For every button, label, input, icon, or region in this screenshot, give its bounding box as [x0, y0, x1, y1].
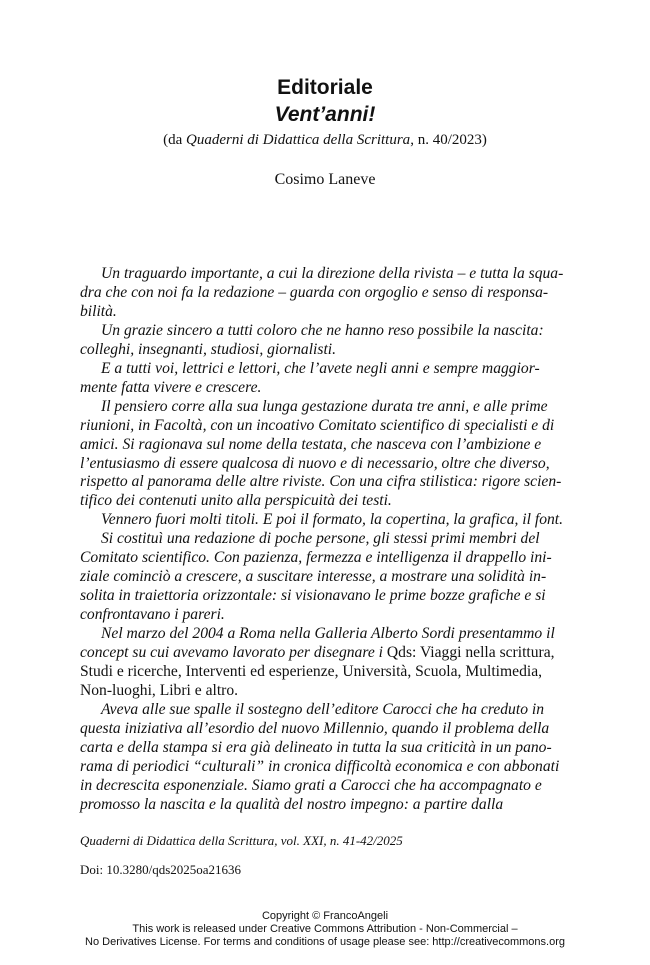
source-journal: Quaderni di Didattica della Scrittura [186, 132, 411, 148]
text-line: Aveva alle sue spalle il sostegno dell’editore Carocci che ha creduto in [101, 700, 545, 718]
article-title: Vent’anni! [274, 103, 376, 126]
article-body [80, 265, 573, 815]
text-line: carta e della stampa si era già delineato in tutta la sua criticità in un pano- [80, 738, 552, 756]
text-line: questa iniziativa all’esordio del nuovo Millennio, quando il problema della [80, 719, 550, 737]
source-suffix: , n. 40/2023) [410, 132, 487, 148]
license-line: This work is released under Creative Commons Attribution - Non-Commercial – [132, 923, 518, 935]
text-line: Non-luoghi, Libri e altro. [80, 681, 239, 699]
text-line [80, 644, 573, 663]
text-line: rama di periodici “culturali” in cronica difficoltà economica e con abbonati [80, 757, 560, 775]
text-line: colleghi, insegnanti, studiosi, giornalisti. [80, 340, 337, 358]
text-line-italic-part: concept su cui avevamo lavorato per disegnare i [80, 644, 387, 662]
text-line: riunioni, in Facoltà, con un incoativo Comitato scientifico di specialisti e di [80, 416, 555, 434]
text-line: Vennero fuori molti titoli. E poi il formato, la copertina, la grafica, il font. [101, 511, 564, 529]
license-terms-line: No Derivatives License. For terms and conditions of usage please see: http://creativecommons.org [85, 936, 565, 948]
text-line: l’entusiasmo di essere qualcosa di nuovo e di necessario, oltre che diverso, [80, 454, 550, 472]
copyright-line: Copyright © FrancoAngeli [261, 910, 389, 922]
text-line: Comitato scientifico. Con pazienza, fermezza e intelligenza il drappello ini- [80, 549, 552, 567]
text-line: Nel marzo del 2004 a Roma nella Galleria Alberto Sordi presentammo il [101, 625, 555, 643]
text-line: amici. Si ragionava sul nome della testata, che nasceva con l’ambizione e [80, 435, 542, 453]
doi-line: Doi: 10.3280/qds2025oa21636 [80, 862, 242, 877]
text-line: ziale cominciò a crescere, a suscitare interesse, a mostrare una solidità in- [80, 568, 547, 586]
text-line: confrontavano i pareri. [80, 606, 225, 624]
text-line: bilità. [80, 302, 117, 320]
text-line: rispetto al panorama delle altre riviste. Con una cifra stilistica: rigore scien- [80, 473, 562, 491]
text-line: Il pensiero corre alla sua lunga gestazione durata tre anni, e alle prime [101, 397, 548, 415]
text-line: promosso la nascita e la qualità del nostro impegno: a partire dalla [80, 795, 504, 813]
text-line: mente fatta vivere e crescere. [80, 378, 262, 396]
section-list-upright: Qds: Viaggi nella scrittura, [386, 644, 555, 662]
source-note [0, 132, 650, 149]
text-line: E a tutti voi, lettrici e lettori, che l’avete negli anni e sempre maggior- [101, 359, 540, 377]
text-line: dra che con noi fa la redazione – guarda con orgoglio e senso di responsa- [80, 283, 549, 301]
source-prefix: (da [163, 132, 187, 148]
text-line: Un traguardo importante, a cui la direzione della rivista – e tutta la squa- [101, 265, 564, 282]
journal-citation: Quaderni di Didattica della Scrittura, vol. XXI, n. 41-42/2025 [80, 833, 403, 848]
text-line: in decrescita esponenziale. Siamo grati a Carocci che ha accompagnato e [80, 776, 542, 794]
editorial-heading: Editoriale [277, 76, 373, 99]
text-line: Un grazie sincero a tutti coloro che ne hanno reso possibile la nascita: [101, 321, 544, 339]
text-line: Studi e ricerche, Interventi ed esperienze, Università, Scuola, Multimedia, [80, 663, 543, 681]
text-line: tifico dei contenuti unito alla perspicuità dei testi. [80, 492, 392, 510]
text-line: Si costituì una redazione di poche persone, gli stessi primi membri del [101, 530, 540, 548]
text-line: solita in traiettoria orizzontale: si visionavano le prime bozze grafiche e si [80, 587, 546, 605]
author-name: Cosimo Laneve [274, 171, 376, 188]
